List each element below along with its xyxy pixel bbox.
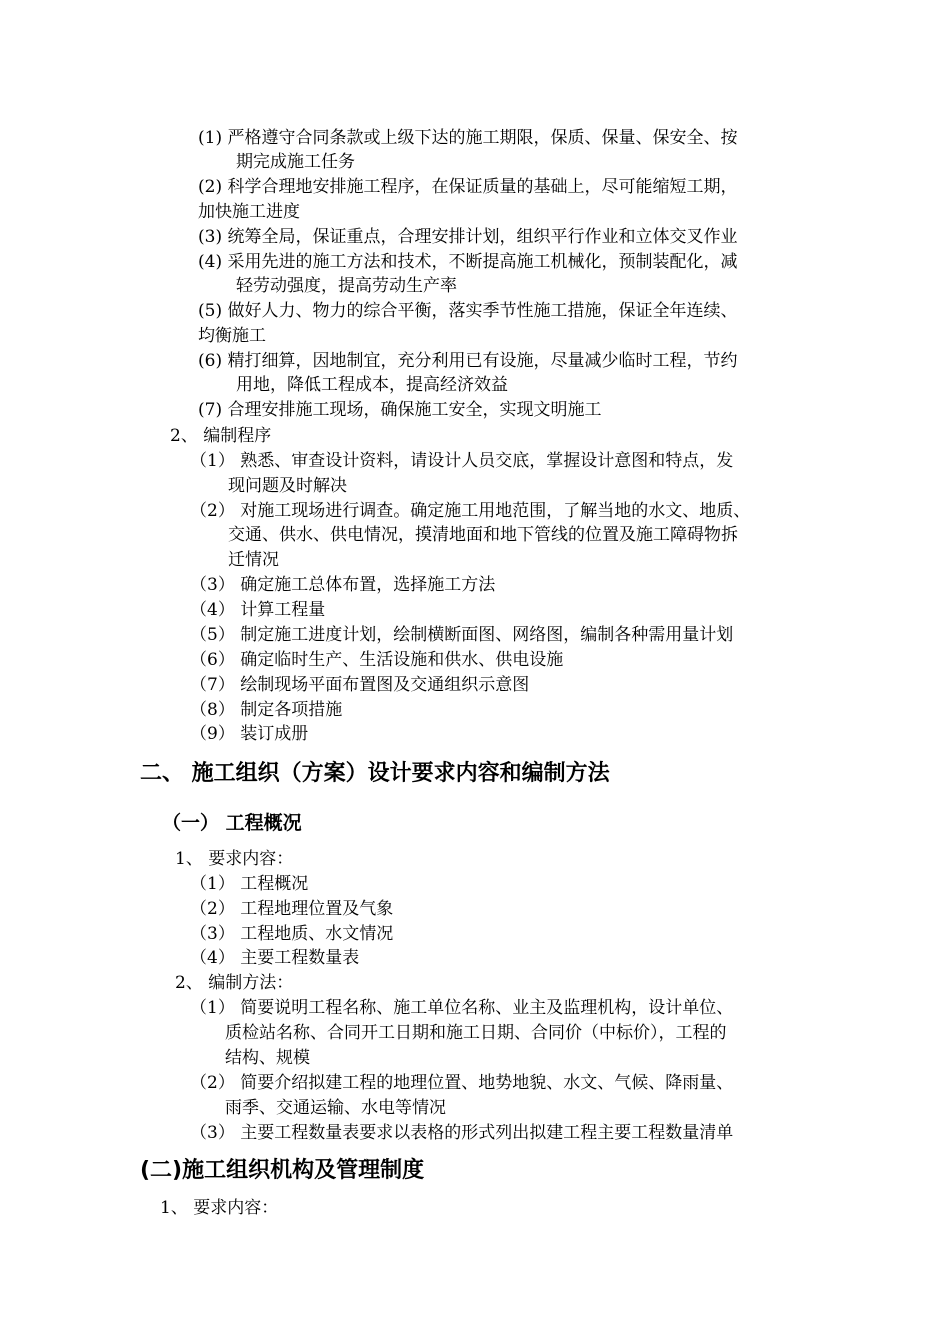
- procedure-2-line3: 迁情况: [228, 550, 279, 570]
- chapter-heading: 二、 施工组织（方案）设计要求内容和编制方法: [140, 761, 610, 786]
- procedure-1-line1: （1） 熟悉、审查设计资料，请设计人员交底，掌握设计意图和特点，发: [190, 451, 734, 471]
- method-1-line1: （1） 简要说明工程名称、施工单位名称、业主及监理机构，设计单位、: [190, 998, 734, 1018]
- procedure-4: （4） 计算工程量: [190, 600, 326, 620]
- procedure-9: （9） 装订成册: [190, 724, 309, 744]
- requirement-label: 1、 要求内容：: [175, 849, 294, 869]
- method-3: （3） 主要工程数量表要求以表格的形式列出拟建工程主要工程数量清单: [190, 1123, 734, 1143]
- procedure-6: （6） 确定临时生产、生活设施和供水、供电设施: [190, 650, 564, 670]
- principle-2-line2: 加快施工进度: [198, 202, 300, 222]
- principle-4-line1: (4) 采用先进的施工方法和技术，不断提高施工机械化，预制装配化，减: [198, 252, 738, 272]
- section-heading: 2、 编制程序: [170, 426, 272, 446]
- procedure-8: （8） 制定各项措施: [190, 700, 343, 720]
- requirement-item-2: （2） 工程地理位置及气象: [190, 899, 394, 919]
- principle-7: (7) 合理安排施工现场，确保施工安全，实现文明施工: [198, 400, 602, 420]
- requirement-item-3: （3） 工程地质、水文情况: [190, 924, 394, 944]
- procedure-3: （3） 确定施工总体布置，选择施工方法: [190, 575, 496, 595]
- procedure-2-line1: （2） 对施工现场进行调查。确定施工用地范围，了解当地的水文、地质、: [190, 501, 751, 521]
- requirement-item-4: （4） 主要工程数量表: [190, 948, 360, 968]
- principle-2-line1: (2) 科学合理地安排施工程序，在保证质量的基础上，尽可能缩短工期，: [198, 177, 738, 197]
- subsection-heading: （一） 工程概况: [162, 812, 302, 834]
- procedure-5: （5） 制定施工进度计划，绘制横断面图、网络图，编制各种需用量计划: [190, 625, 734, 645]
- principle-6-line1: (6) 精打细算，因地制宜，充分利用已有设施，尽量减少临时工程，节约: [198, 351, 738, 371]
- principle-5-line2: 均衡施工: [198, 326, 266, 346]
- method-2-line1: （2） 简要介绍拟建工程的地理位置、地势地貌、水文、气候、降雨量、: [190, 1073, 734, 1093]
- method-1-line3: 结构、规模: [225, 1048, 310, 1068]
- subsection-heading-2: (二)施工组织机构及管理制度: [140, 1158, 425, 1183]
- method-label: 2、 编制方法：: [175, 973, 294, 993]
- principle-4-line2: 轻劳动强度，提高劳动生产率: [236, 276, 457, 296]
- procedure-7: （7） 绘制现场平面布置图及交通组织示意图: [190, 675, 530, 695]
- method-2-line2: 雨季、交通运输、水电等情况: [225, 1098, 446, 1118]
- principle-1-line1: (1) 严格遵守合同条款或上级下达的施工期限，保质、保量、保安全、按: [198, 128, 738, 148]
- principle-6-line2: 用地，降低工程成本，提高经济效益: [236, 375, 508, 395]
- principle-5-line1: (5) 做好人力、物力的综合平衡，落实季节性施工措施，保证全年连续、: [198, 301, 738, 321]
- requirement-item-1: （1） 工程概况: [190, 874, 309, 894]
- procedure-2-line2: 交通、供水、供电情况，摸清地面和地下管线的位置及施工障碍物拆: [228, 525, 738, 545]
- principle-1-line2: 期完成施工任务: [236, 152, 355, 172]
- requirement-label-2: 1、 要求内容：: [160, 1198, 279, 1218]
- principle-3: (3) 统筹全局，保证重点，合理安排计划，组织平行作业和立体交叉作业: [198, 227, 738, 247]
- procedure-1-line2: 现问题及时解决: [228, 476, 347, 496]
- method-1-line2: 质检站名称、合同开工日期和施工日期、合同价（中标价），工程的: [225, 1023, 727, 1043]
